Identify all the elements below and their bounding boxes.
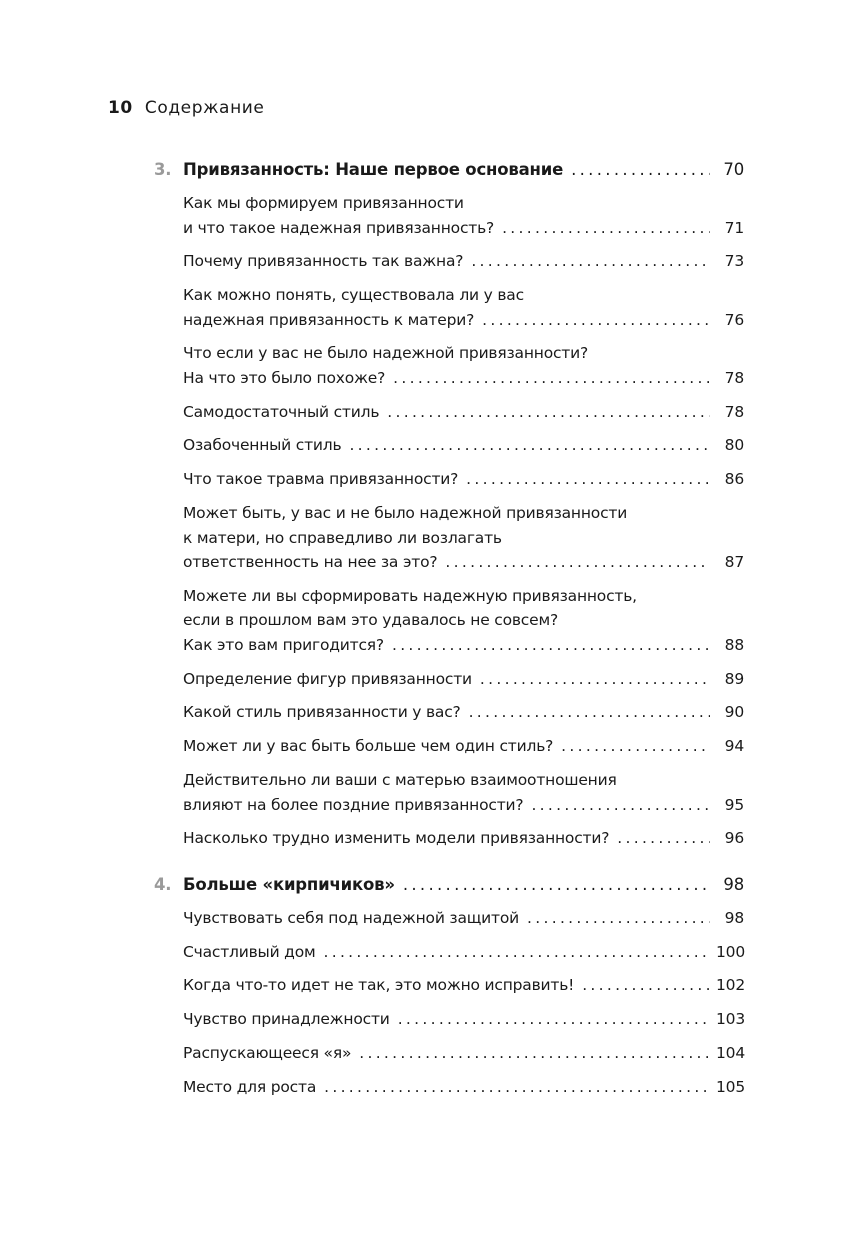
entry-title-line: Насколько трудно изменить модели привязанности? [183,829,610,848]
chapter-entry[interactable] [154,158,744,182]
dot-leader [393,366,710,391]
toc-entry[interactable] [183,906,744,931]
entry-page-number: 104 [716,1044,745,1063]
entry-title-line: Как это вам пригодится? [183,635,384,654]
toc-entry[interactable] [183,734,744,759]
entry-page-number: 71 [724,218,744,237]
dot-leader [561,734,710,759]
dot-leader [527,906,710,931]
dot-leader [403,873,710,897]
entry-title-line: Действительно ли ваши с матерью взаимоотношения [183,771,617,790]
dot-leader [471,249,710,274]
entry-title-line: влияют на более поздние привязанности? [183,795,524,814]
entry-title-line: Чувствовать себя под надежной защитой [183,908,520,927]
entry-page-number: 73 [724,252,744,271]
entry-title-line: Чувство принадлежности [183,1010,390,1029]
entry-title-line: Место для роста [183,1077,317,1096]
dot-leader [502,216,710,241]
entry-title-line: Самодостаточный стиль [183,402,380,421]
dot-leader [469,700,710,725]
entry-page-number: 98 [724,908,744,927]
running-head [108,98,265,118]
entry-page-number: 89 [724,669,744,688]
entry-page-number: 87 [724,553,744,572]
chapter-title: Больше «кирпичиков» [183,874,395,894]
dot-leader [582,973,710,998]
toc-entry[interactable] [183,1007,744,1032]
toc-entry[interactable] [183,1075,744,1100]
section-list [183,906,744,1099]
entry-title-line: надежная привязанность к матери? [183,310,475,329]
entry-page-number: 78 [724,368,744,387]
entry-title-line: Как мы формируем привязанности [183,194,464,212]
dot-leader [480,667,710,692]
toc-entry[interactable] [183,400,744,425]
dot-leader [387,400,710,425]
entry-page-number: 96 [724,829,744,848]
toc-entry[interactable] [183,501,744,575]
toc-entry[interactable] [183,700,744,725]
toc-entry[interactable] [183,584,744,658]
entry-page-number: 94 [724,737,744,756]
entry-page-number: 102 [716,976,745,995]
entry-page-number: 105 [716,1077,745,1096]
entry-page-number: 103 [716,1010,745,1029]
dot-leader [349,433,710,458]
entry-page-number: 78 [724,402,744,421]
dot-leader [359,1041,710,1066]
toc-entry[interactable] [183,341,744,390]
entry-title-line: Можете ли вы сформировать надежную привязанность, [183,586,637,605]
entry-title-line: Распускающееся «я» [183,1044,352,1063]
section-list [183,191,744,851]
entry-title-line: ответственность на нее за это? [183,553,438,572]
entry-page-number: 95 [724,795,744,814]
toc-entry[interactable] [183,1041,744,1066]
entry-title-line: Счастливый дом [183,942,316,961]
entry-page-number: 80 [724,436,744,455]
toc-entry[interactable] [183,973,744,998]
chapter-spacer [154,851,744,873]
entry-page-number: 90 [724,703,744,722]
entry-title-line: Может ли у вас быть больше чем один стиль? [183,737,554,756]
dot-leader [466,467,710,492]
chapter-title: Привязанность: Наше первое основание [183,160,564,179]
toc-entry[interactable] [183,826,744,851]
entry-title-line: Почему привязанность так важна? [183,252,464,271]
dot-leader [398,1007,710,1032]
toc-entry[interactable] [183,467,744,492]
chapter-page-number: 98 [723,874,744,894]
toc-entry[interactable] [183,283,744,332]
entry-title-line: Что такое травма привязанности? [183,470,459,489]
entry-title-line: Что если у вас не было надежной привязанности? [183,344,589,363]
entry-title-line: На что это было похоже? [183,368,386,387]
dot-leader [445,550,710,575]
entry-title-line: Может быть, у вас и не было надежной привязанности [183,504,628,523]
entry-title-line: Определение фигур привязанности [183,669,472,688]
toc-entry[interactable] [183,433,744,458]
toc-entry[interactable] [183,249,744,274]
toc-entry[interactable] [183,667,744,692]
entry-title-line: Какой стиль привязанности у вас? [183,703,461,722]
dot-leader [531,793,710,818]
dot-leader [571,158,710,182]
entry-title-line: Когда что-то идет не так, это можно исправить! [183,976,575,995]
dot-leader [392,633,710,658]
dot-leader [482,308,710,333]
toc-entry[interactable] [183,768,744,817]
table-of-contents [154,158,744,1099]
entry-page-number: 86 [724,470,744,489]
chapter-entry[interactable] [154,873,744,897]
chapter-number: 4. [154,874,172,894]
chapter-number: 3. [154,160,172,179]
entry-page-number: 88 [724,635,744,654]
page-number: 10 [108,98,133,118]
entry-title-line: если в прошлом вам это удавалось не совсем? [183,611,558,630]
entry-title-line: Озабоченный стиль [183,436,342,455]
entry-title-line: Как можно понять, существовала ли у вас [183,286,524,305]
dot-leader [324,1075,710,1100]
entry-title-line: к матери, но справедливо ли возлагать [183,528,502,547]
entry-page-number: 76 [724,310,744,329]
entry-title-line: и что такое надежная привязанность? [183,218,495,237]
dot-leader [617,826,710,851]
chapter-page-number: 70 [723,160,744,179]
toc-entry[interactable] [183,940,744,965]
dot-leader [323,940,710,965]
running-title: Содержание [144,98,265,118]
toc-entry[interactable] [183,191,744,240]
entry-page-number: 100 [716,942,745,961]
